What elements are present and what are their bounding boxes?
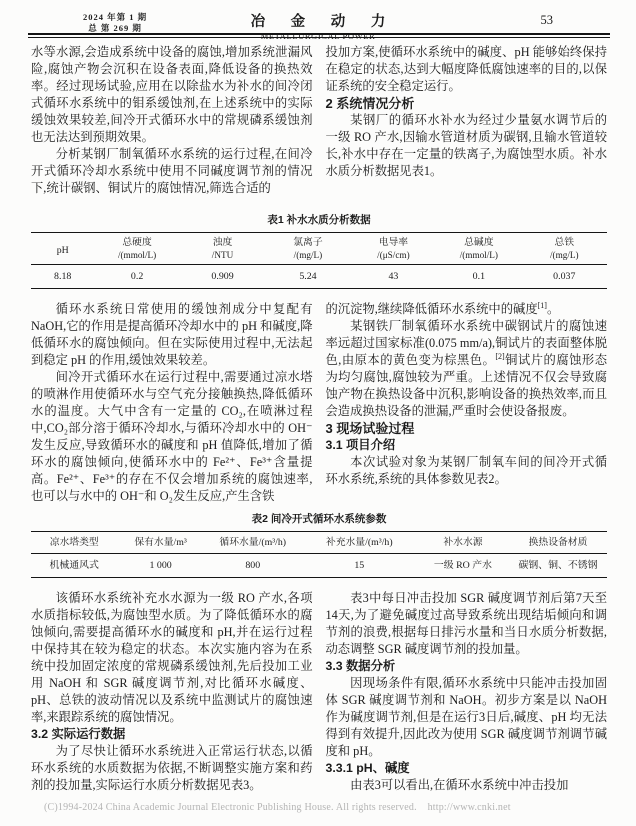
table2-header-row [31, 532, 607, 554]
table1-header-conductivity: 电导率 /(μS/cm) [377, 237, 410, 260]
table1-header-alkalinity: 总碱度 /(mmol/L) [459, 237, 498, 260]
subsection-heading-3-3-1: 3.3.1 pH、碱度 [325, 761, 410, 775]
text-row-2 [31, 301, 607, 505]
table2-cell: 1 000 [149, 559, 172, 571]
header-divider [28, 33, 610, 38]
table1-header-ph: pH [56, 244, 69, 256]
right-column-1 [326, 44, 608, 197]
table2 [31, 531, 607, 578]
paragraph: 的沉淀物,继续降低循环水系统中的碱度[1]。 [325, 300, 560, 316]
table1-header-row [31, 233, 607, 265]
subsection-heading-3-2: 3.2 实际运行数据 [31, 727, 126, 741]
table1-cell: 0.909 [211, 270, 234, 282]
subsection-heading-3-3: 3.3 数据分析 [325, 659, 396, 673]
table1-cell: 8.18 [54, 270, 72, 282]
citation-2: [2] [495, 351, 505, 361]
subsection-heading-3-1: 3.1 项目介绍 [325, 438, 396, 452]
right-column-2 [326, 301, 608, 505]
citation-1: [1] [537, 300, 547, 310]
text-row-3 [31, 590, 607, 794]
section-heading-3: 3 现场试验过程 [325, 421, 415, 436]
table2-header-tower-type: 凉水塔类型 [49, 537, 99, 548]
table1-cell: 43 [388, 270, 399, 282]
page-number: 53 [540, 13, 553, 27]
table1 [31, 232, 607, 289]
text-row-1 [31, 44, 607, 197]
paragraph: 水等水源,会造成系统中设备的腐蚀,增加系统泄漏风险,腐蚀产物会沉积在设备表面,降低设备的换热效率。经过现场试验,应用在以除盐水为补水的间冷闭式循环水系统中的钼系缓蚀剂,在上述系统中的实际缓蚀效果较差,间冷开式循环水中的常规磷系缓蚀剂也无法达到预期效果。 [31, 45, 313, 144]
paragraph: 间冷开式循环水在运行过程中,需要通过凉水塔的喷淋作用使循环水与空气充分接触换热,降低循环水的温度。大气中含有一定量的 CO₂,在喷淋过程中,CO₂部分溶于循环冷却水,与循环冷却水中的 OH⁻发生反应,导致循环水的碱度和 pH 值降低,增加了循环水的腐蚀倾向,使循环水中的 Fe²⁺、Fe³⁺含量提高。Fe²⁺、Fe³⁺的存在不仅会增加系统的腐蚀速率,也可以与水中的 OH⁻和 O₂发生反应,产生含铁 [31, 370, 313, 503]
table1-cell: 0.037 [553, 270, 576, 282]
left-column-3 [31, 590, 313, 794]
article-body [31, 44, 607, 794]
table1-data-row [31, 265, 607, 289]
journal-title-cn: 冶 金 动 力 [250, 14, 397, 30]
paragraph: 投加方案,使循环水系统中的碱度、pH 能够始终保持在稳定的状态,达到大幅度降低腐蚀速率的目的,以保证系统的安全稳定运行。 [325, 45, 607, 93]
paragraph: 由表3可以看出,在循环水系统中冲击投加 [350, 778, 569, 792]
table2-header-makeup-rate: 补充水量/(m³/h) [325, 537, 393, 548]
issue-line-2: 总 第 269 期 [88, 22, 142, 33]
table2-header-makeup-source: 补水水源 [443, 537, 483, 548]
paragraph: 为了尽快让循环水系统进入正常运行状态,以循环水系统的水质数据为依据,不断调整实施方案和药剂的投加量,实际运行水质分析数据见表3。 [31, 744, 313, 792]
table2-cell: 800 [245, 559, 261, 571]
table2-header-holding-volume: 保有水量/m³ [134, 537, 187, 548]
table1-header-iron: 总铁 /(mg/L) [549, 237, 579, 260]
table2-section [31, 512, 607, 578]
paragraph: 因现场条件有限,循环水系统中只能冲击投加固体 SGR 碱度调节剂和 NaOH。初步方案是以 NaOH 作为碱度调节剂,但是在运行3日后,碱度、pH 均无法得到有效提升,因此改为使用 SGR 碱度调节剂调节碱度和 pH。 [325, 676, 607, 758]
left-column-1 [31, 44, 313, 197]
table1-header-turbidity: 浊度 /NTU [211, 237, 234, 260]
section-heading-2: 2 系统情况分析 [325, 96, 415, 111]
journal-title-en: METALLURGICAL POWER [260, 31, 376, 41]
right-column-3 [326, 590, 608, 794]
paragraph: 该循环水系统补充水水源为一级 RO 产水,各项水质指标较低,为腐蚀型水质。为了降低循环水的腐蚀倾向,需要提高循环水的碱度和 pH,并在运行过程中保持其在较为稳定的状态。本次实施内容为在系统中投加固定浓度的常规磷系缓蚀剂,先后投加工业用 NaOH 和 SGR 碱度调节剂,对比循环水碱度、pH、总铁的波动情况以及系统中监测试片的腐蚀速率,来跟踪系统的腐蚀情况。 [31, 591, 313, 724]
paragraph: 循环水系统日常使用的缓蚀剂成分中复配有 NaOH,它的作用是提高循环冷却水中的 pH 和碱度,降低循环水的腐蚀倾向。但在实际使用过程中,无法起到稳定 pH 的作用,缓蚀效果较差。 [31, 302, 313, 367]
issue-line-1: 2024 年第 1 期 [83, 12, 148, 22]
table2-data-row [31, 554, 607, 578]
table2-header-circulation-rate: 循环水量/(m³/h) [219, 537, 287, 548]
table2-cell: 碳钢、铜、不锈钢 [518, 559, 598, 571]
table2-header-exchanger-material: 换热设备材质 [528, 537, 588, 548]
paragraph: 某钢厂的循环水补水为经过少量氨水调节后的一级 RO 产水,因输水管道材质为碳钢,且输水管道较长,补水中存在一定量的铁离子,为腐蚀型水质。补水水质分析数据见表1。 [325, 113, 607, 178]
table1-header-hardness: 总硬度 /(mmol/L) [117, 237, 157, 260]
table1-cell: 0.1 [472, 270, 485, 282]
table1-header-chloride: 氯离子 /(mg/L) [293, 237, 323, 260]
table1-section [31, 213, 607, 289]
table2-cell: 机械通风式 [49, 559, 99, 571]
copyright-footer: (C)1994-2024 China Academic Journal Electronic Publishing House. All rights reserved. http://www.cnki.net [44, 802, 511, 813]
table1-cell: 0.2 [130, 270, 144, 282]
paragraph: 某钢铁厂制氧循环水系统中碳钢试片的腐蚀速率远超过国家标准(0.075 mm/a),铜试片的表面整体脱色,由原本的黄色变为棕黑色。[2]铜试片的腐蚀形态为均匀腐蚀,腐蚀较为严重。上述情况不仅会导致腐蚀产物在换热设备中沉积,影响设备的换热效率,而且会造成换热设备的泄漏,严重时会使设备报废。 [325, 319, 607, 418]
paragraph: 本次试验对象为某钢厂制氧车间的间冷开式循环水系统,系统的具体参数见表2。 [325, 455, 607, 486]
table1-cell: 5.24 [299, 270, 317, 282]
table2-title: 表2 间冷开式循环水系统参数 [251, 513, 387, 525]
left-column-2 [31, 301, 313, 505]
table2-cell: 15 [354, 559, 365, 571]
table2-cell: 一级 RO 产水 [433, 559, 493, 571]
table1-title: 表1 补水水质分析数据 [267, 214, 371, 226]
paragraph: 表3中每日冲击投加 SGR 碱度调节剂后第7天至14天,为了避免碱度过高导致系统出现结垢倾向和调节剂的浪费,根据每日排污水量和当日水质分析数据,动态调整 SGR 碱度调节剂的投加量。 [325, 591, 607, 656]
paragraph: 分析某钢厂制氧循环水系统的运行过程,在间冷开式循环冷却水系统中使用不同碱度调节剂的情况下,统计碳钢、铜试片的腐蚀情况,筛选合适的 [31, 147, 313, 195]
